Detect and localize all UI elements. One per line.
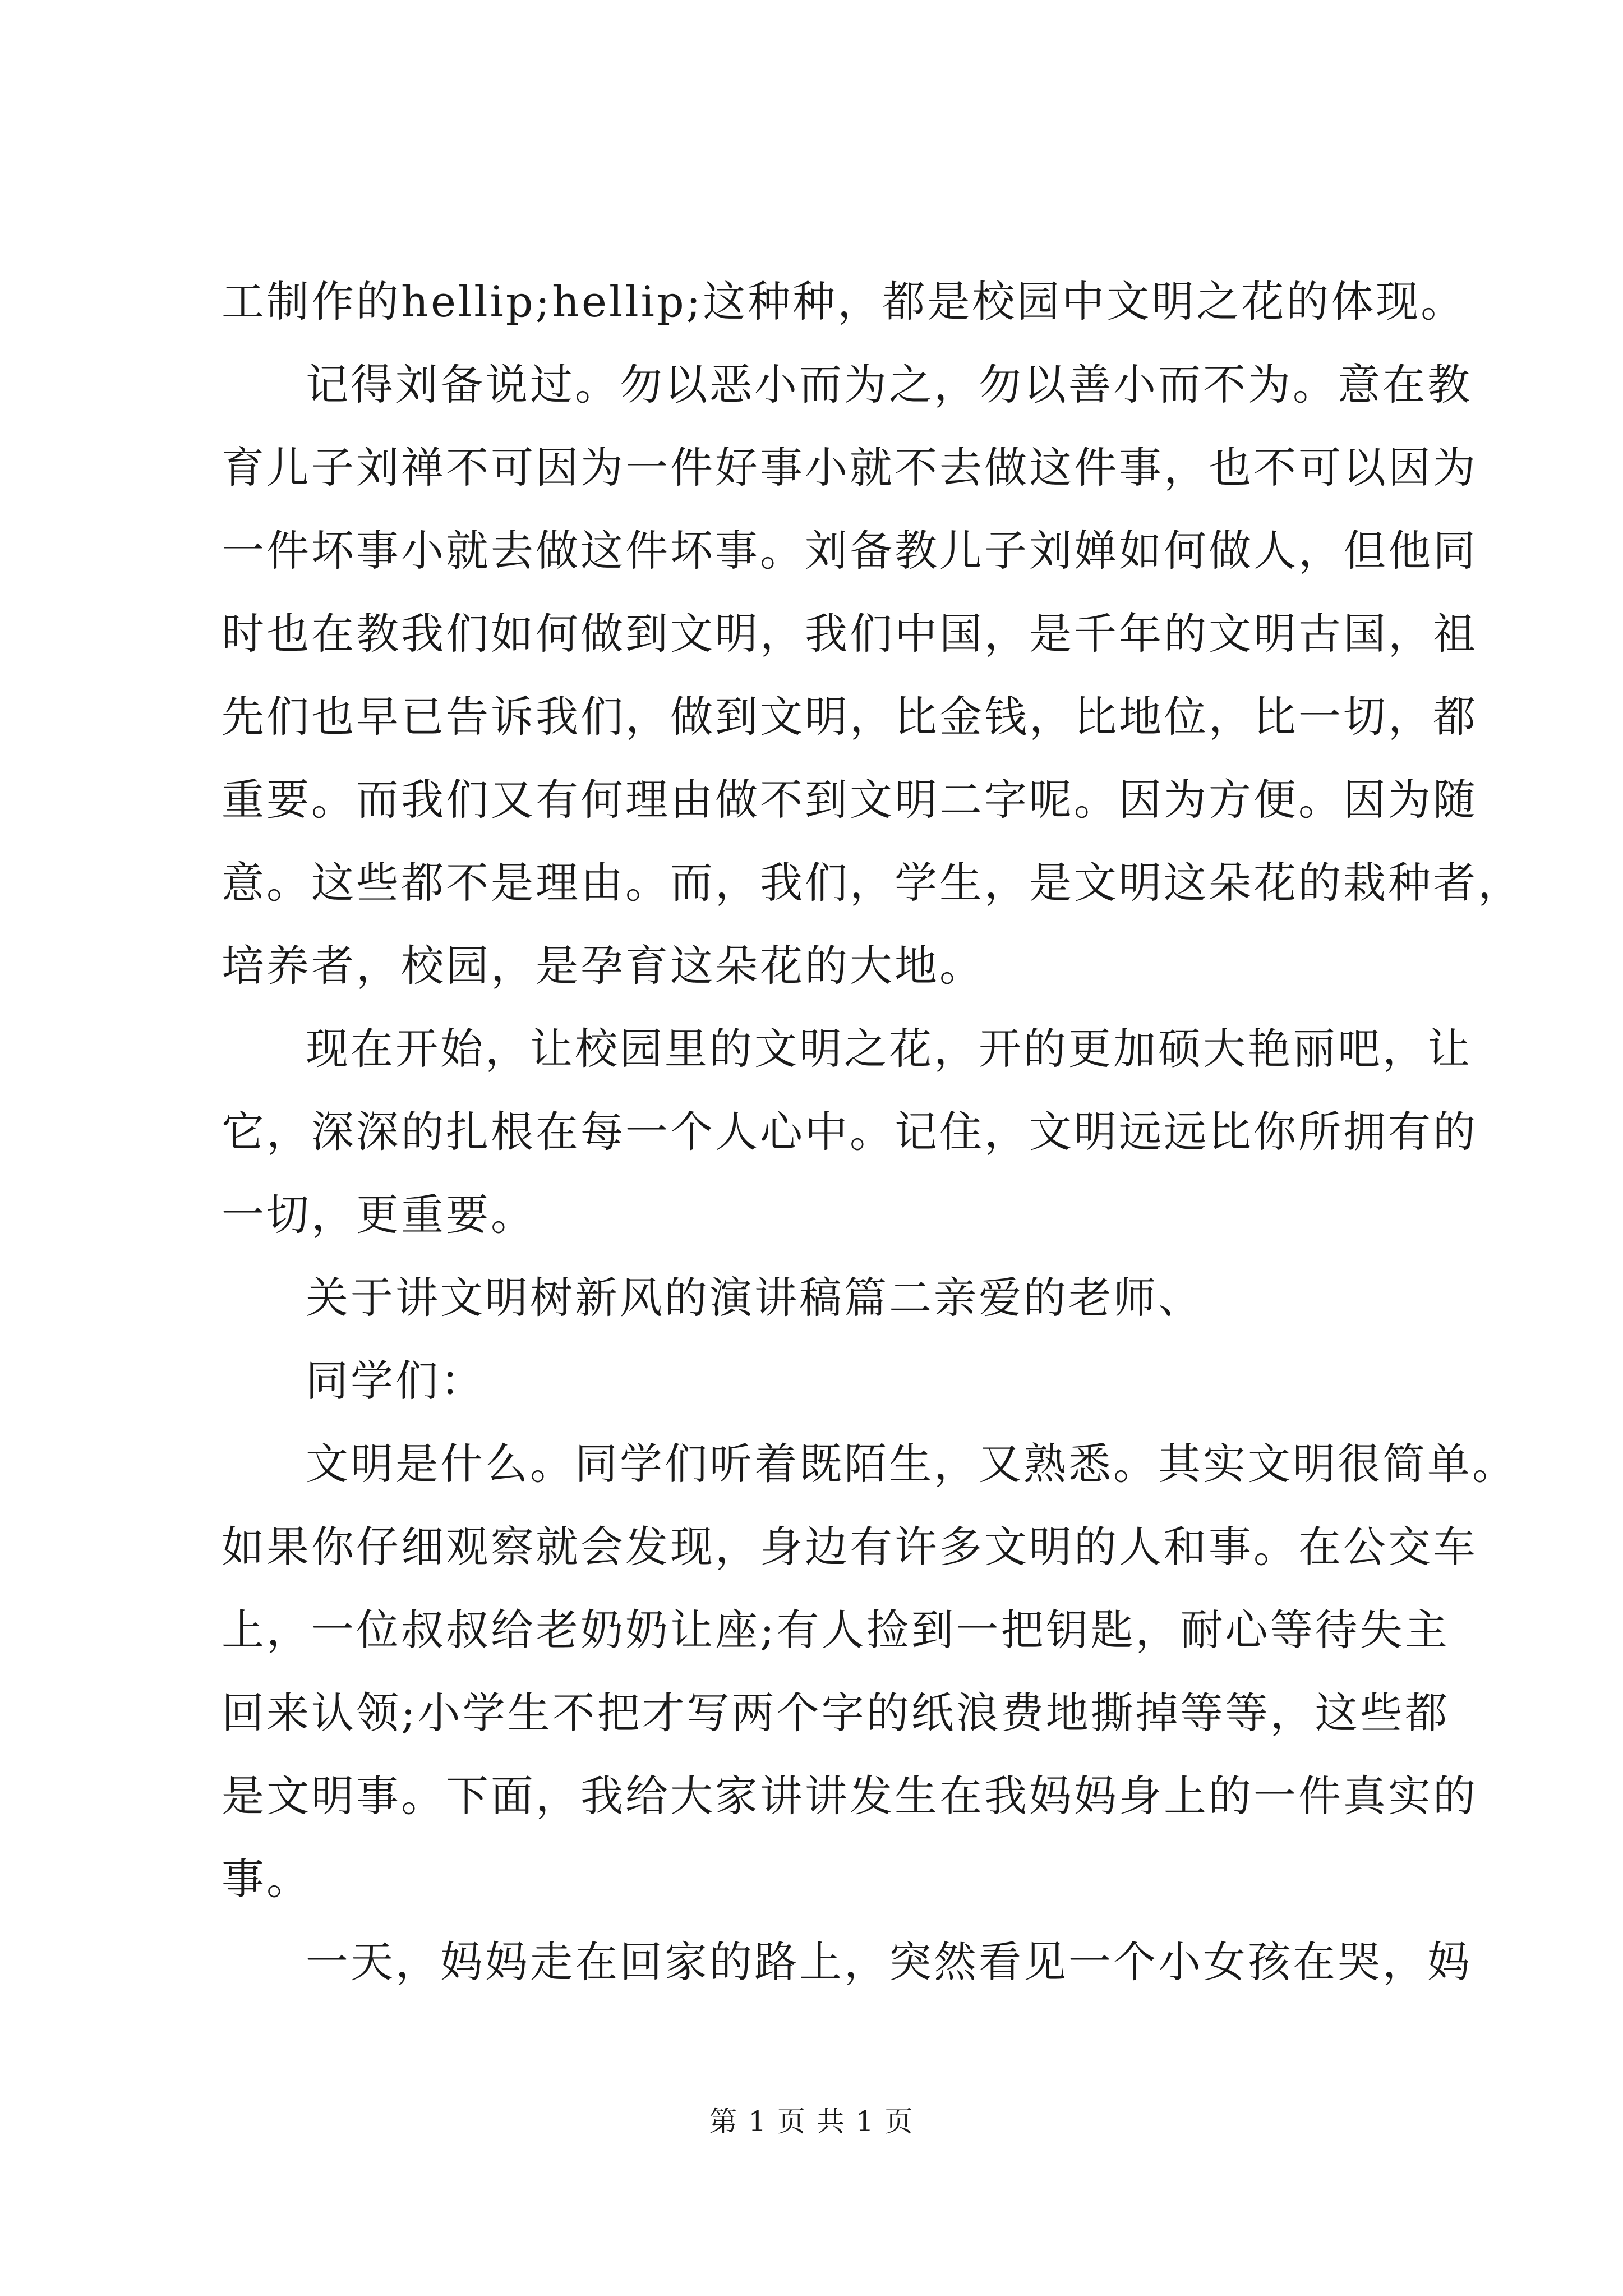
text-line: 一切，更重要。 — [222, 1190, 536, 1240]
text-line: 先们也早已告诉我们，做到文明，比金钱，比地位，比一切，都 — [222, 692, 1478, 742]
text-line: 记得刘备说过。勿以恶小而为之，勿以善小而不为。意在教 — [306, 360, 1472, 409]
page-number-footer: 第 1 页 共 1 页 — [709, 2105, 914, 2138]
text-line: 如果你仔细观察就会发现，身边有许多文明的人和事。在公交车 — [222, 1522, 1478, 1572]
text-line: 意。这些都不是理由。而，我们，学生，是文明这朵花的栽种者， — [222, 858, 1523, 908]
text-line: 时也在教我们如何做到文明，我们中国，是千年的文明古国，祖 — [222, 609, 1478, 659]
text-line: 现在开始，让校园里的文明之花，开的更加硕大艳丽吧，让 — [306, 1024, 1472, 1074]
text-line: 回来认领;小学生不把才写两个字的纸浪费地撕掉等等，这些都 — [222, 1688, 1450, 1738]
text-line: 文明是什么。同学们听着既陌生，又熟悉。其实文明很简单。 — [306, 1439, 1517, 1489]
text-line: 一天，妈妈走在回家的路上，突然看见一个小女孩在哭，妈 — [306, 1937, 1472, 1987]
text-line: 它，深深的扎根在每一个人心中。记住，文明远远比你所拥有的 — [222, 1107, 1478, 1157]
text-line: 事。 — [222, 1854, 311, 1904]
salutation: 同学们： — [306, 1356, 485, 1406]
text-line: 培养者，校园，是孕育这朵花的大地。 — [222, 941, 984, 991]
text-line: 重要。而我们又有何理由做不到文明二字呢。因为方便。因为随 — [222, 775, 1478, 825]
text-line: 工制作的hellip;hellip;这种种，都是校园中文明之花的体现。 — [222, 277, 1466, 326]
text-line: 上，一位叔叔给老奶奶让座;有人捡到一把钥匙，耐心等待失主 — [222, 1605, 1450, 1655]
text-line: 是文明事。下面，我给大家讲讲发生在我妈妈身上的一件真实的 — [222, 1771, 1478, 1821]
section-heading: 关于讲文明树新风的演讲稿篇二亲爱的老师、 — [306, 1273, 1203, 1323]
text-line: 育儿子刘禅不可因为一件好事小就不去做这件事，也不可以因为 — [222, 443, 1478, 493]
text-line: 一件坏事小就去做这件坏事。刘备教儿子刘婵如何做人，但他同 — [222, 526, 1478, 576]
